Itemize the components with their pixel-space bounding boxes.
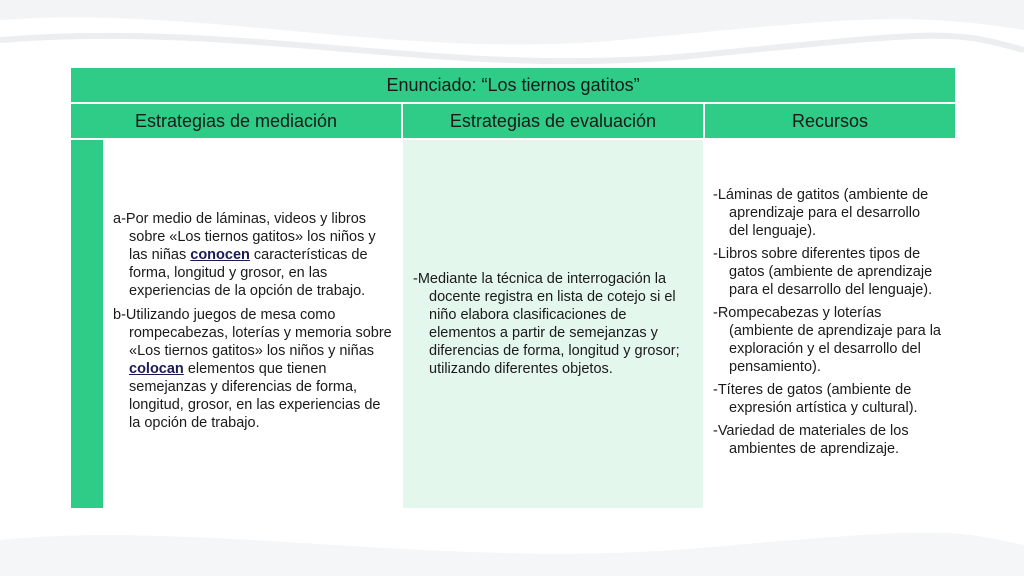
strategy-table (69, 66, 957, 510)
recurso-item: -Libros sobre diferentes tipos de gatos (ambiente de aprendizaje para el desarrollo del lenguaje). (713, 245, 933, 298)
keyword-colocan: colocan (129, 361, 184, 377)
header-mediacion: Estrategias de mediación (70, 103, 402, 139)
recurso-item: -Láminas de gatitos (ambiente de aprendizaje para el desarrollo del lenguaje). (713, 186, 929, 239)
recurso-item: -Variedad de materiales de los ambientes de aprendizaje. (713, 422, 909, 457)
accent-strip (70, 139, 104, 509)
evaluacion-text: -Mediante la técnica de interrogación la docente registra en lista de cotejo si el niño elabora clasificaciones de elementos a partir de semejanzas y diferencias de forma, longitud y grosor; utilizando diferentes objetos. (413, 271, 680, 377)
recurso-item: -Rompecabezas y loterías (ambiente de aprendizaje para la exploración y el desarrollo del pensamiento). (713, 304, 941, 375)
recursos-cell (704, 139, 956, 509)
recurso-item: -Títeres de gatos (ambiente de expresión artística y cultural). (713, 381, 918, 416)
mediacion-cell (104, 139, 402, 509)
mediacion-item-b: b-Utilizando juegos de mesa como rompecabezas, loterías y memoria sobre «Los tiernos gatitos» los niños y niñas colocan elementos que tienen semejanzas y diferencias de forma, longitud, grosor, en las experiencias de la opción de trabajo. (113, 307, 392, 431)
header-recursos: Recursos (704, 103, 956, 139)
keyword-conocen: conocen (190, 247, 250, 263)
table-title: Enunciado: “Los tiernos gatitos” (70, 67, 956, 103)
header-evaluacion: Estrategias de evaluación (402, 103, 704, 139)
evaluacion-cell (402, 139, 704, 509)
mediacion-item-a: a-Por medio de láminas, videos y libros sobre «Los tiernos gatitos» los niños y las niñas conocen características de forma, longitud y grosor, en las experiencias de la opción de trabajo. (113, 211, 376, 299)
